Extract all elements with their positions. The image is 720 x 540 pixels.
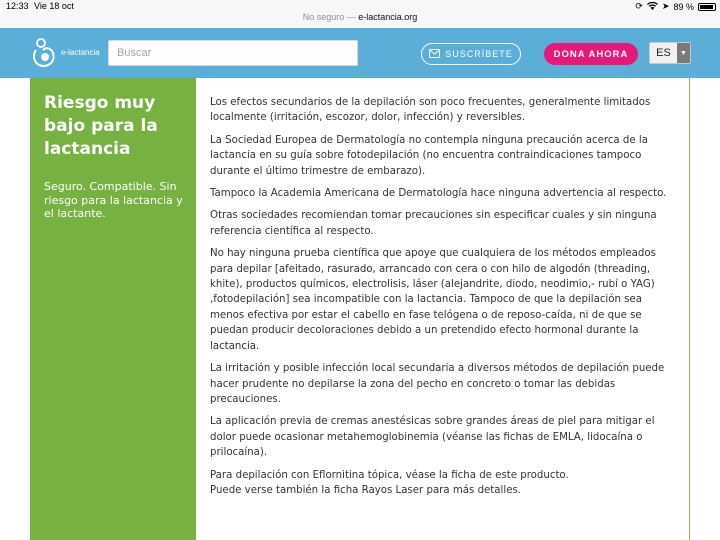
logo-text[interactable]: e-lactancia — [61, 48, 100, 57]
main-content — [210, 95, 678, 498]
url-host: e-lactancia.org — [358, 12, 418, 22]
wifi-icon — [647, 2, 658, 12]
orientation-lock-icon: ⟳ — [635, 1, 643, 11]
e-lactancia-logo-icon[interactable] — [32, 38, 58, 68]
battery-icon — [698, 3, 716, 11]
content-paragraph: La Sociedad Europea de Dermatología no contempla ninguna precaución acerca de la lactancia en su guía sobre fotodepilación (no encuentra contraindicaciones tampoco durante el último trimestre de embarazo). — [210, 134, 648, 177]
risk-subtitle: Seguro. Compatible. Sin riesgo para la lactancia y el lactante. — [44, 180, 183, 220]
mail-icon — [429, 49, 440, 60]
content-paragraph-rayos-laser[interactable]: Puede verse también la ficha Rayos Laser para más detalles. — [210, 484, 522, 496]
location-icon: ➤ — [661, 1, 670, 11]
language-select[interactable] — [649, 42, 691, 64]
url-insecure-label: No seguro — — [302, 12, 356, 22]
content-paragraph: La irritación y posible infección local secundaria a diversos métodos de depilación puede hacer prudente no depilarse la zona del pecho en concreto o tomar las debidas precauciones. — [210, 363, 665, 405]
content-paragraph-eflornitina[interactable]: Para depilación con Eflornitina tópica, véase la ficha de este producto. — [210, 469, 569, 481]
content-paragraph: La aplicación previa de cremas anestésicas sobre grandes áreas de piel para mitigar el dolor puede ocasionar metahemoglobinemia (véanse las fichas de EMLA, lidocaína o prilocaína). — [210, 416, 655, 459]
content-paragraph: Los efectos secundarios de la depilación son poco frecuentes, generalmente limitados localmente (irritación, escozor, dolor, infección) y reversibles. — [210, 97, 651, 124]
risk-title: Riesgo muy bajo para la lactancia — [44, 93, 158, 159]
status-time: 12:33 — [6, 1, 29, 11]
status-bar — [0, 0, 720, 28]
content-paragraph: Otras sociedades recomiendan tomar precauciones sin especificar cuales y sin ninguna referencia científica al respecto. — [210, 210, 657, 237]
language-value: ES — [656, 47, 671, 59]
search-input[interactable] — [108, 40, 358, 66]
status-right — [635, 1, 716, 12]
url-bar[interactable] — [0, 12, 720, 22]
subscribe-button[interactable] — [421, 43, 521, 65]
status-date: Vie 18 oct — [34, 1, 74, 11]
content-paragraph: Tampoco la Academia Americana de Dermatología hace ninguna advertencia al respecto. — [210, 188, 667, 200]
risk-sidebar — [30, 78, 196, 540]
battery-percent: 89 % — [673, 1, 694, 12]
subscribe-label: SUSCRÍBETE — [445, 49, 513, 59]
content-paragraph: No hay ninguna prueba científica que apoye que cualquiera de los métodos empleados para depilar [afeitado, rasurado, arrancado con cera o con hilo de algodón (threading, khite), productos químicos, electrolisis, láser (alejandrite, diodo, neodimio,- rubí o YAG) ,fotodepilación] sea incompatible con la lactancia. Tampoco de que la depilación sea menos efectiva por estar el cabello en fase telógena o de reposo-caída, ni de que se puedan producir decoloraciones debido a un pretendido efecto hormonal durante la lactancia. — [210, 248, 656, 352]
site-header — [0, 28, 720, 78]
chevron-down-icon: ▼ — [677, 43, 690, 63]
donate-button[interactable]: DONA AHORA — [544, 43, 638, 65]
